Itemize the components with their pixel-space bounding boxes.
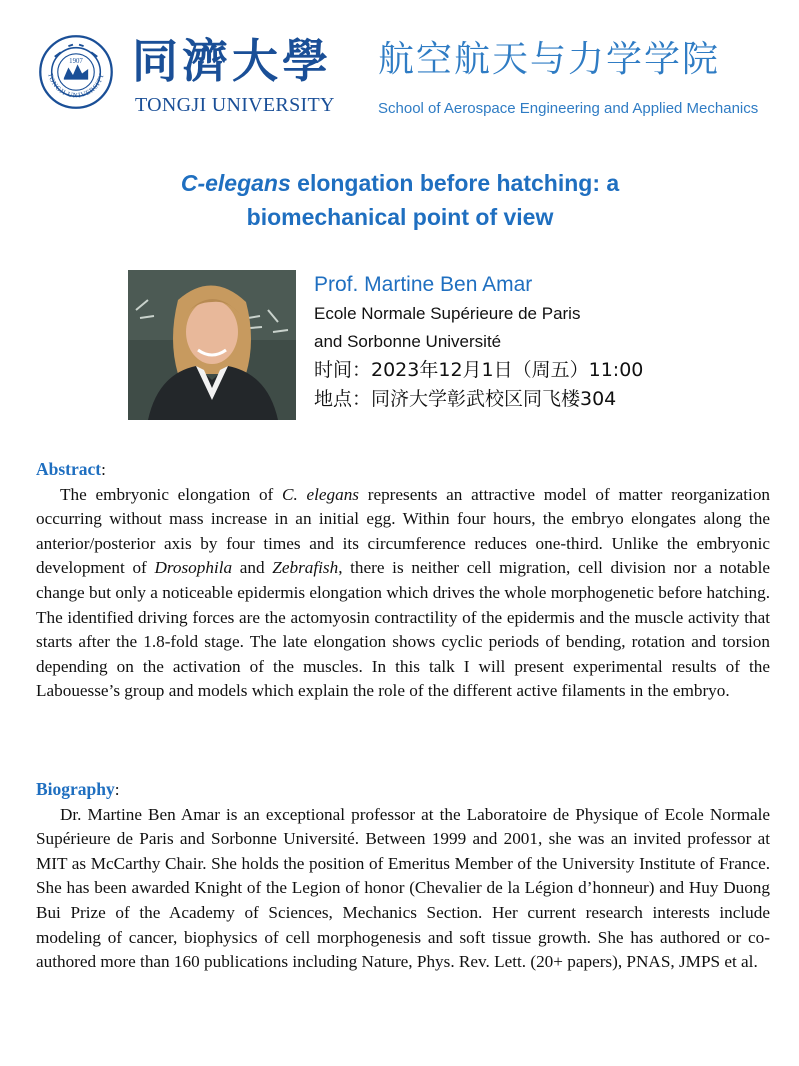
abstract-text-part: represents an attractive model of matter reorganization occurring without mass increase in an initial egg. Within four hours, the embryo elongates along the anterior/posterior axis by four times and its circumference reduces one-third. Unlike the embryonic development of bbox=[36, 484, 771, 578]
talk-time: 时间：2023年12月1日（周五）11:00 bbox=[314, 359, 644, 381]
abstract-text-part: and bbox=[232, 558, 273, 578]
abstract-heading-colon: : bbox=[101, 460, 106, 479]
talk-location: 地点：同济大学彰武校区同飞楼304 bbox=[314, 388, 617, 410]
abstract-text bbox=[36, 483, 770, 704]
biography-section bbox=[36, 777, 770, 975]
abstract-italic-term: C. elegans bbox=[282, 484, 359, 504]
abstract-heading: Abstract bbox=[36, 459, 102, 479]
abstract-italic-term: Drosophila bbox=[154, 558, 233, 578]
abstract-section bbox=[36, 457, 770, 704]
abstract-text-part: , there is neither cell migration, cell division nor a notable change but only a noticeable epidermis elongation which drives the whole morphogenetic before hatching. The identified driving forces are the actomyosin contractility of the epidermis and the muscle activity that starts after the 1.8-fold stage. The late elongation shows cyclic periods of bending, rotation and torsion depending on the activation of the muscles. In this talk I will present experimental results of the Labouesse’s group and models which explain the role of the different active filaments in the embryo. bbox=[36, 558, 770, 701]
biography-heading-colon: : bbox=[114, 780, 120, 799]
school-name-cn: 航空航天与力学学院 bbox=[378, 39, 721, 80]
speaker-photo-image bbox=[128, 270, 296, 420]
university-name-en: TONGJI UNIVERSITY bbox=[135, 94, 335, 116]
seal-year: 1907 bbox=[69, 57, 83, 65]
abstract-italic-term: Zebrafish bbox=[272, 558, 339, 578]
header bbox=[0, 0, 799, 140]
talk-title-rest: elongation before hatching: a biomechanical point of view bbox=[246, 170, 620, 230]
speaker-name: Prof. Martine Ben Amar bbox=[314, 273, 533, 296]
biography-heading: Biography bbox=[36, 779, 115, 799]
university-seal-logo bbox=[38, 34, 114, 110]
biography-text: Dr. Martine Ben Amar is an exceptional professor at the Laboratoire de Physique of Ecole Normale Supérieure de Paris and Sorbonne Université. Between 1999 and 2001, she was an invited professor at MIT as McCarthy Chair. She holds the position of Emeritus Member of the University Institute of France. She has been awarded Knight of the Legion of honor (Chevalier de la Légion d’honneur) and Huy Duong Bui Prize of the Academy of Sciences, Mechanics Section. Her current research interests include modeling of cancer, biophysics of cell morphogenesis and soft tissue growth. She has authored or co-authored more than 160 publications including Nature, Phys. Rev. Lett. (20+ papers), PNAS, JMPS et al. bbox=[36, 804, 770, 972]
speaker-photo bbox=[128, 270, 296, 420]
university-name-cn: 同濟大學 bbox=[132, 34, 332, 88]
speaker-info bbox=[314, 270, 643, 414]
talk-title bbox=[100, 166, 700, 234]
abstract-text-part: The embryonic elongation of bbox=[60, 484, 282, 504]
speaker-affiliation-line1: Ecole Normale Supérieure de Paris bbox=[314, 304, 581, 323]
seal-text: TONGJI UNIVERSITY bbox=[46, 72, 106, 100]
talk-title-italic: C-elegans bbox=[180, 170, 291, 196]
speaker-affiliation-line2: and Sorbonne Université bbox=[314, 332, 502, 351]
school-name-en: School of Aerospace Engineering and Applied Mechanics bbox=[378, 100, 759, 117]
